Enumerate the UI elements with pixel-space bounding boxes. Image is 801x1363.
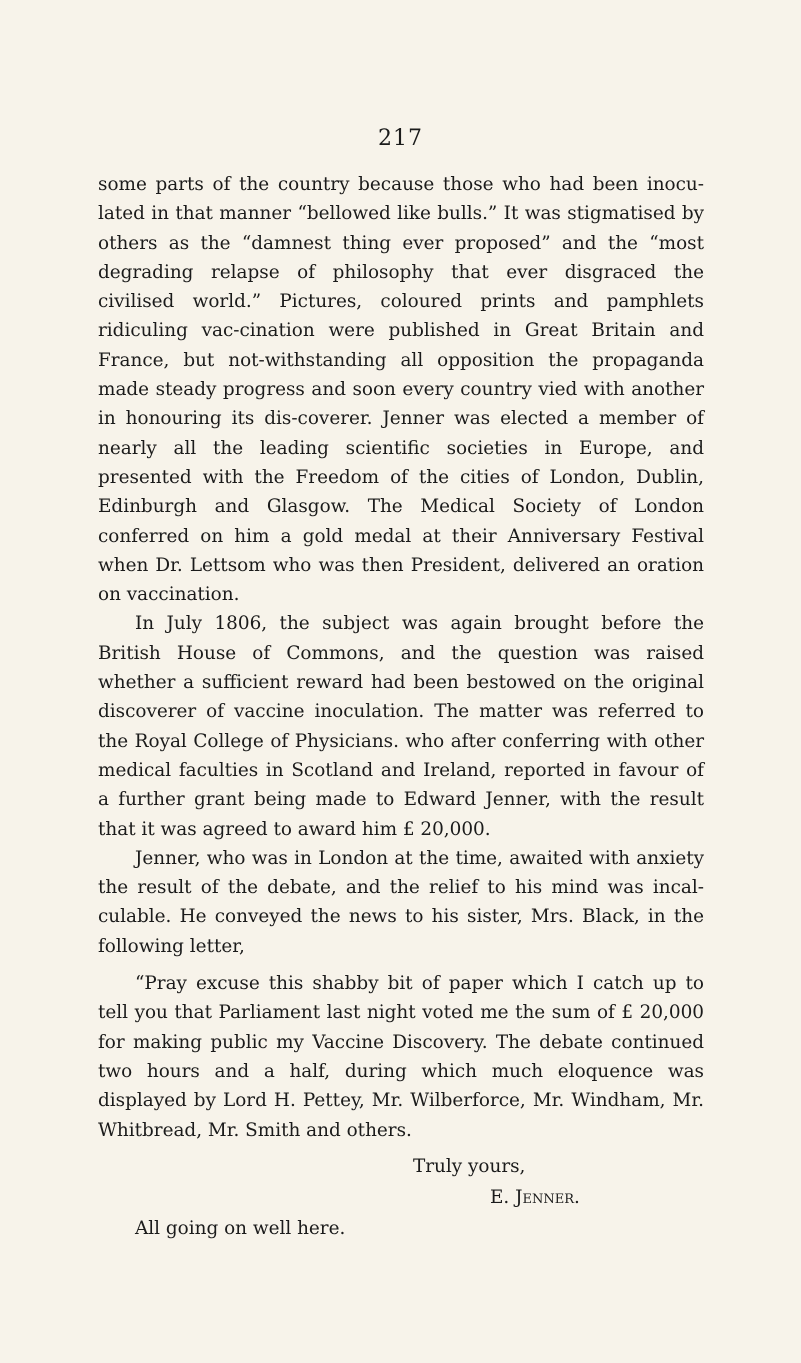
letter-closing: Truly yours, <box>413 1155 526 1177</box>
page-number: 217 <box>378 126 423 151</box>
paragraph-3: Jenner, who was in London at the time, awaited with anxiety the result of the debate, and the relief to his mind was incal-culable. He conveyed the news to his sister, Mrs. Black, in the following letter, <box>98 847 704 957</box>
body-text <box>98 170 704 1244</box>
letter-signature: E. Jenner. <box>490 1186 580 1208</box>
letter-body: “Pray excuse this shabby bit of paper which I catch up to tell you that Parliament last night voted me the sum of £ 20,000 for making public my Vaccine Discovery. The debate continued two hours and a half, during which much eloquence was displayed by Lord H. Pettey, Mr. Wilberforce, Mr. Windham, Mr. Whitbread, Mr. Smith and others. <box>98 973 704 1141</box>
paragraph-1: some parts of the country because those who had been inocu-lated in that manner “bellowed like bulls.” It was stigmatised by others as the “damnest thing ever proposed” and the “most degrading relapse of philosophy that ever disgraced the civilised world.” Pictures, coloured prints and pamphlets ridiculing vac-cination were published in Great Britain and France, but not-withstanding all opposition the propaganda made steady progress and soon every country vied with another in honouring its dis-coverer. Jenner was elected a member of nearly all the leading scientific societies in Europe, and presented with the Freedom of the cities of London, Dublin, Edinburgh and Glasgow. The Medical Society of London conferred on him a gold medal at their Anniversary Festival when Dr. Lettsom who was then President, delivered an oration on vaccination. <box>98 174 704 606</box>
paragraph-2: In July 1806, the subject was again brought before the British House of Commons, and the question was raised whether a sufficient reward had been bestowed on the original discoverer of vaccine inoculation. The matter was referred to the Royal College of Physicians. who after conferring with other medical faculties in Scotland and Ireland, reported in favour of a further grant being made to Edward Jenner, with the result that it was agreed to award him £ 20,000. <box>98 613 704 840</box>
letter-postscript: All going on well here. <box>135 1217 346 1239</box>
